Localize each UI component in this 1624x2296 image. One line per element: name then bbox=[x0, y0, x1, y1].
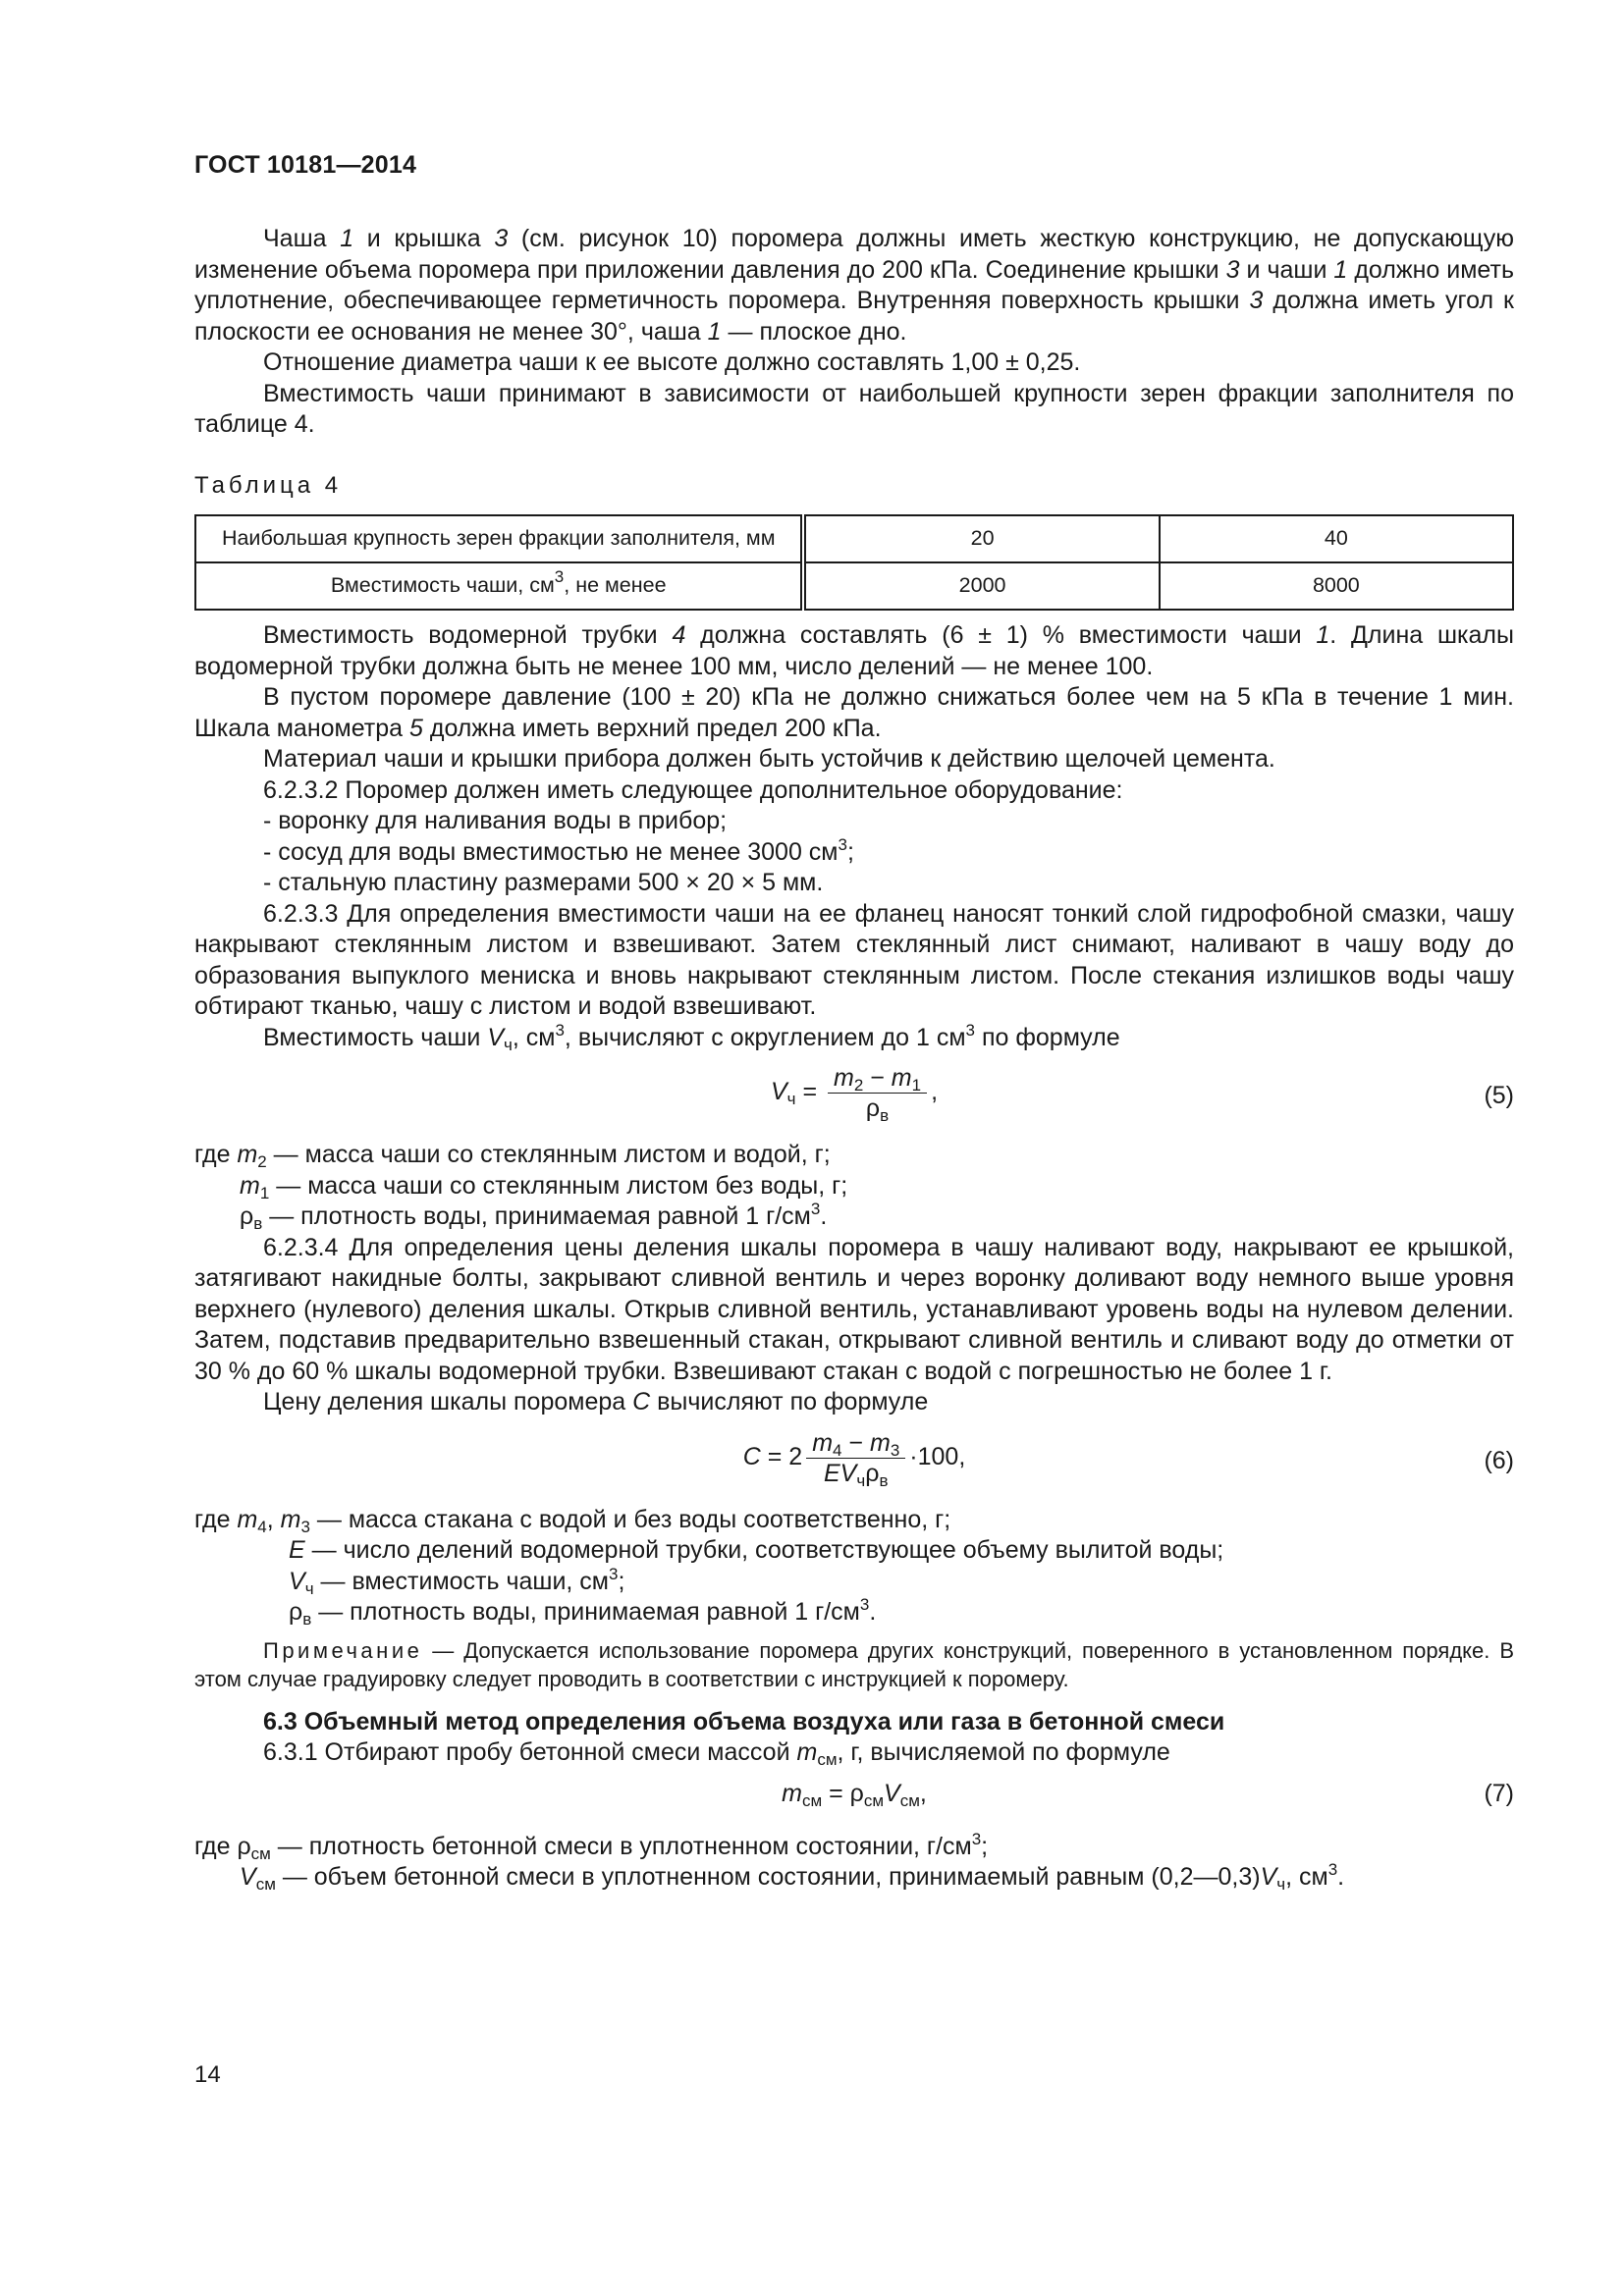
note: Примечание — Допускается использование поромера других конструкций, поверенного в установленном порядке. В этом случае градуировку следует проводить в соответствии с инструкцией к поромеру. bbox=[194, 1637, 1514, 1691]
paragraph-6-2-3-3: 6.2.3.3 Для определения вместимости чаши на ее фланец наносят тонкий слой гидрофобной смазки, чашу накрывают стеклянным листом и взвешивают. Затем стеклянный лист снимают, наливают в чашу воду до образования выпуклого мениска и вновь накрывают стеклянным листом. После стекания излишков воды чашу обтирают тканью, чашу с листом и водой взвешивают. bbox=[194, 899, 1514, 1020]
where-line: $V_{см}$ — объем бетонной смеси в уплотненном состоянии, принимаемый равным $(0,2—0,3)V_ч$, $см^3$. bbox=[240, 1860, 1345, 1894]
formula-5 bbox=[194, 1063, 1514, 1132]
formula-7 bbox=[194, 1779, 1514, 1824]
page-number: 14 bbox=[194, 2061, 221, 2088]
paragraph-bowl-construction: Чаша 1 и крышка 3 (см. рисунок 10) поромера должны иметь жесткую конструкцию, не допускающую изменение объема поромера при приложении давления до 200 кПа. Соединение крышки 3 и чаши 1 должно иметь уплотнение, обеспечивающее герметичность поромера. Внутренняя поверхность крышки 3 должна иметь угол к плоскости ее основания не менее 30°, чаша 1 — плоское дно. bbox=[194, 225, 1515, 346]
list-item: - воронку для наливания воды в прибор; bbox=[263, 807, 728, 834]
table-cell: 8000 bbox=[1160, 562, 1513, 610]
table-cell: 2000 bbox=[803, 562, 1159, 610]
section-heading: 6.3 Объемный метод определения объема воздуха или газа в бетонной смеси bbox=[263, 1707, 1225, 1735]
table-row-header: Вместимость чаши, $см^3$, не менее bbox=[195, 562, 803, 610]
fraction: $\frac{m_2 - m_1}{\rho_в}$ bbox=[828, 1063, 927, 1123]
where-line: $m_1$ — масса чаши со стеклянным листом без воды, г; bbox=[240, 1171, 848, 1202]
formula-number: (5) bbox=[1484, 1082, 1514, 1109]
note-label: Примечание bbox=[263, 1637, 423, 1663]
table-caption: Таблица 4 bbox=[194, 471, 343, 499]
table-row bbox=[195, 562, 1513, 610]
table-row-header: Наибольшая крупность зерен фракции заполнителя, мм bbox=[195, 515, 803, 562]
paragraph-diameter-ratio: Отношение диаметра чаши к ее высоте должно составлять 1,00 ± 0,25. bbox=[263, 348, 1081, 376]
paragraph-6-2-3-2: 6.2.3.2 Поромер должен иметь следующее дополнительное оборудование: bbox=[263, 775, 1123, 804]
where-line: где $\rho_{см}$ — плотность бетонной смеси в уплотненном состоянии, $г/см^3$; bbox=[194, 1829, 989, 1863]
paragraph-bowl-capacity: Вместимость чаши принимают в зависимости от наибольшей крупности зерен фракции заполнителя по таблице 4. bbox=[194, 379, 1514, 438]
where-line: $\rho_в$ — плотность воды, принимаемая равной 1 $г/см^3$. bbox=[240, 1200, 828, 1233]
table-4 bbox=[194, 514, 1514, 611]
table-cell: 40 bbox=[1160, 515, 1513, 562]
where-line: $V_ч$ — вместимость чаши, $см^3$; bbox=[289, 1564, 625, 1598]
where-line: где $m_4$, $m_3$ — масса стакана с водой и без воды соответственно, г; bbox=[194, 1505, 951, 1536]
formula-number: (7) bbox=[1484, 1779, 1514, 1807]
formula-expression: $V_ч$ = $\frac{m_2 - m_1}{\rho_в}$ , bbox=[770, 1064, 939, 1125]
document-body bbox=[194, 224, 1514, 1894]
table-cell: 20 bbox=[803, 515, 1159, 562]
table-row bbox=[195, 515, 1513, 562]
paragraph-scale-price: Цену деления шкалы поромера C вычисляют по формуле bbox=[263, 1388, 929, 1415]
where-line: где $m_2$ — масса чаши со стеклянным листом и водой, г; bbox=[194, 1141, 831, 1171]
paragraph-6-3-1: 6.3.1 Отбирают пробу бетонной смеси массой $m_{см}$, г, вычисляемой по формуле bbox=[263, 1738, 1170, 1769]
where-line: E — число делений водомерной трубки, соответствующее объему вылитой воды; bbox=[289, 1536, 1224, 1564]
formula-expression: C = 2 $\frac{m_4 - m_3}{EV_ч\rho_в}$ ·100, bbox=[742, 1428, 966, 1490]
paragraph-bowl-volume: Вместимость чаши $V_ч$, $см^3$, вычисляют с округлением до 1 $см^3$ по формуле bbox=[263, 1020, 1120, 1054]
formula-6 bbox=[194, 1428, 1514, 1497]
paragraph-water-tube: Вместимость водомерной трубки 4 должна составлять (6 ± 1) % вместимости чаши 1. Длина шкалы водомерной трубки должна быть не менее 100 мм, число делений — не менее 100. bbox=[194, 621, 1514, 680]
fraction: $\frac{m_4 - m_3}{EV_ч\rho_в}$ bbox=[806, 1428, 905, 1488]
formula-expression: $m_{см} = \rho_{см}V_{см}$, bbox=[782, 1779, 927, 1810]
paragraph-6-2-3-4: 6.2.3.4 Для определения цены деления шкалы поромера в чашу наливают воду, накрывают ее крышкой, затягивают накидные болты, закрывают сливной вентиль и через воронку доливают воду немного выше уровня верхнего (нулевого) деления шкалы. Открыв сливной вентиль, устанавливают уровень воды на нулевом делении. Затем, подставив предварительно взвешенный стакан, открывают сливной вентиль и сливают воду до отметки от 30 % до 60 % шкалы водомерной трубки. Взвешивают стакан с водой с погрешностью не более 1 г. bbox=[194, 1233, 1514, 1385]
paragraph-material: Материал чаши и крышки прибора должен быть устойчив к действию щелочей цемента. bbox=[263, 745, 1275, 773]
list-item: - сосуд для воды вместимостью не менее 3000 $см^3$; bbox=[263, 834, 854, 866]
formula-number: (6) bbox=[1484, 1446, 1514, 1474]
list-item: - стальную пластину размерами 500 × 20 × 5 мм. bbox=[263, 869, 824, 896]
document-header: ГОСТ 10181—2014 bbox=[194, 151, 417, 179]
paragraph-pressure: В пустом поромере давление (100 ± 20) кПа не должно снижаться более чем на 5 кПа в течение 1 мин. Шкала манометра 5 должна иметь верхний предел 200 кПа. bbox=[194, 683, 1514, 742]
where-line: $\rho_в$ — плотность воды, принимаемая равной 1 $г/см^3$. bbox=[289, 1595, 877, 1629]
